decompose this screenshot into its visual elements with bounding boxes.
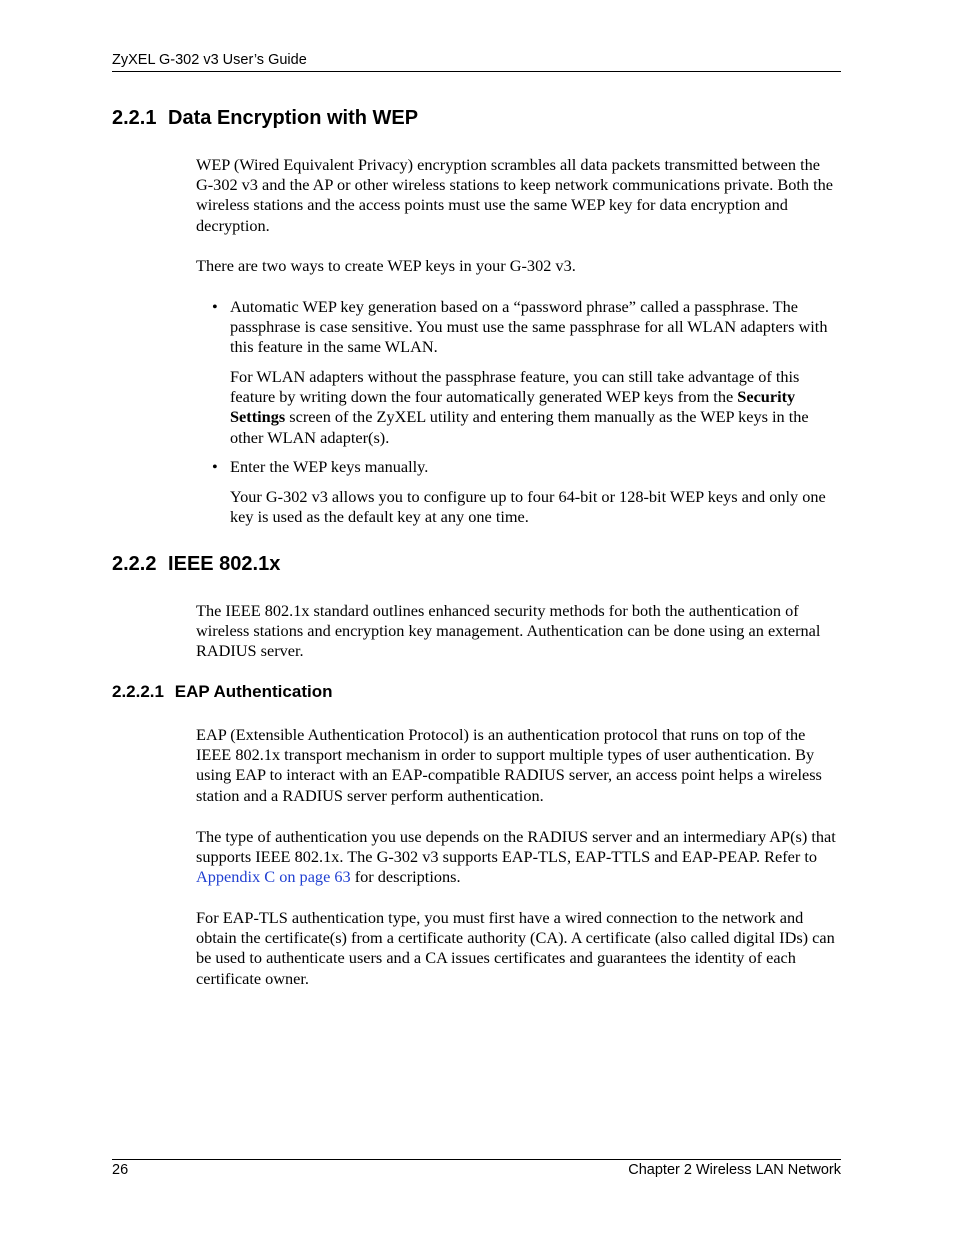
- section-title: EAP Authentication: [174, 682, 333, 701]
- section-heading-2-2-2: [112, 553, 280, 576]
- paragraph-wep-intro: WEP (Wired Equivalent Privacy) encryption scrambles all data packets transmitted between the G-302 v3 and the AP or other wireless stations to keep network communications private. Both the wireless stations and the access points must use the same WEP key for data encryption and decryption.: [196, 155, 833, 235]
- appendix-c-link[interactable]: Appendix C on page 63: [196, 867, 351, 887]
- page-header: [112, 52, 841, 68]
- paragraph-eap-intro: EAP (Extensible Authentication Protocol) is an authentication protocol that runs on top of the IEEE 802.1x transport mechanism in order to support multiple types of user authentication. By using EAP to interact with an EAP-compatible RADIUS server, an access point helps a wireless station and a RADIUS server perform authentication.: [196, 725, 822, 805]
- paragraph-ieee-intro: The IEEE 802.1x standard outlines enhanced security methods for both the authentication of wireless stations and encryption key management. Authentication can be done using an external RADIUS server.: [196, 601, 821, 661]
- paragraph-auth-types: The type of authentication you use depends on the RADIUS server and an intermediary AP(s) that supports IEEE 802.1x. The G-302 v3 supports EAP-TLS, EAP-TTLS and EAP-PEAP. Refer to Appendix C on page 63 for descriptions.: [196, 827, 836, 887]
- bullet-symbol: •: [212, 297, 218, 316]
- footer-rule: [112, 1159, 841, 1160]
- section-title: Data Encryption with WEP: [168, 107, 419, 129]
- page-footer: [112, 1162, 841, 1178]
- paragraph-eap-tls: For EAP-TLS authentication type, you must first have a wired connection to the network and obtain the certificate(s) from a certificate authority (CA). A certificate (also called digital IDs) can be used to authenticate users and a CA issues certificates and guarantees the identity of each certificate owner.: [196, 908, 835, 988]
- document-title: ZyXEL G-302 v3 User’s Guide: [112, 52, 307, 68]
- bullet-text: Enter the WEP keys manually.: [230, 457, 429, 476]
- section-heading-2-2-2-1: [112, 682, 332, 702]
- bullet-text: Automatic WEP key generation based on a “password phrase” called a passphrase. The passphrase is case sensitive. You must use the same passphrase for all WLAN adapters with this feature in the same WLAN.: [230, 297, 828, 357]
- ui-term-security-settings: Security Settings: [230, 387, 796, 427]
- section-number: 2.2.1: [112, 107, 157, 129]
- section-number: 2.2.2: [112, 553, 157, 575]
- section-title: IEEE 802.1x: [168, 553, 281, 575]
- section-heading-2-2-1: [112, 107, 418, 130]
- paragraph-passphrase-note: For WLAN adapters without the passphrase feature, you can still take advantage of this feature by writing down the four automatically generated WEP keys from the Security Settings screen of the ZyXEL utility and entering them manually as the WEP keys in the other WLAN adapter(s).: [230, 367, 809, 447]
- page-number: 26: [112, 1162, 129, 1178]
- section-number: 2.2.2.1: [112, 682, 164, 701]
- paragraph-two-ways: There are two ways to create WEP keys in your G-302 v3.: [196, 256, 576, 275]
- chapter-title: Chapter 2 Wireless LAN Network: [628, 1162, 841, 1178]
- bullet-symbol: •: [212, 457, 218, 476]
- paragraph-manual-keys-note: Your G-302 v3 allows you to configure up to four 64-bit or 128-bit WEP keys and only one key is used as the default key at any one time.: [230, 487, 826, 527]
- header-rule: [112, 71, 841, 72]
